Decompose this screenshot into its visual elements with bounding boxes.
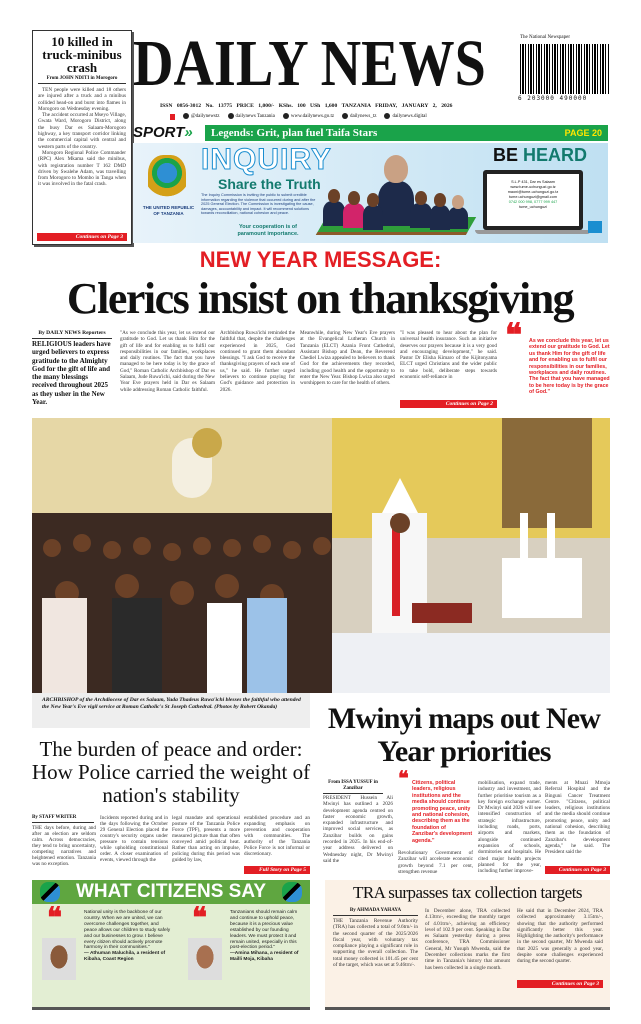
lead-lede: RELIGIOUS leaders have urged believers to express gratitude to the Almighty God for the gift of life and the many blessings received throughout 2025 as they usher in the New Year.: [32, 340, 111, 407]
social-instagram[interactable]: dailynews_tz: [342, 113, 376, 120]
ad-body: The Inquiry Commission is inviting the public to submit credible information regarding the violence that occurred during and after the 2025 General Election. The Commission is investigating the cause, damages, accountability and impact. It will recommend solutions towards reconciliation, national cohesion and peace.: [201, 193, 316, 216]
sport-label: SPORT»: [133, 124, 193, 141]
masthead-logo: DAILY NEWS: [133, 27, 486, 100]
police-byline: By STAFF WRITER: [32, 815, 94, 823]
mwinyi-headline[interactable]: Mwinyi maps out New Year priorities: [327, 702, 601, 768]
globe-icon: [283, 113, 289, 119]
x-icon: [183, 113, 189, 119]
tra-column: He said that in December 2024, TRA collected approximately 3.15trn/-, showing that the authority performed significantly better this year. Highlighting the authority's performance in the second quarter, Mr Mwenda said that 2025 was generally a good year, despite some challenges experienced during the second quarter.: [517, 908, 603, 965]
avatar-athuman: [42, 938, 76, 980]
tra-continue-link[interactable]: Continues on Page 3: [517, 980, 603, 988]
logo-icon: [588, 221, 602, 233]
sidebar-byline: From JOHN NDITI in Morogoro: [38, 76, 126, 84]
tra-headline[interactable]: TRA surpasses tax collection targets: [352, 883, 583, 902]
lead-kicker: NEW YEAR MESSAGE:: [199, 247, 442, 272]
tanzania-map-icon: [40, 882, 60, 902]
mwinyi-column: ments at Mnazi Mmoja Referral Hospital and the Binguni Cancer Treatment Centre. "Citizens, political leaders, religious institutions and the media should continue promoting peace, unity and national cohesion, describing them as the foundation of Zanzibar's development agenda," he said. The President said the: [545, 780, 610, 856]
ad-subtitle: Share the Truth: [218, 176, 321, 192]
mwinyi-continue-link[interactable]: Continues on Page 3: [545, 866, 610, 874]
police-column: established procedure and an expanding emphasis on prevention and cooperation with communities. The authority of the Tanzania Police Force is not informal or discretionary.: [244, 815, 310, 857]
instagram-icon: [342, 113, 348, 119]
ad-be-heard: BE HEARD: [493, 145, 588, 165]
citizens-box: [32, 880, 310, 1010]
lead-pull-quote: ❝ As we conclude this year, let us extend our gratitude to God. Let us thank Him for the gift of life and for enabling us to fulfil our responsibilities in our families, workplaces and daily routines. The fact that you have managed to be here today is by the grace of God.": [505, 317, 610, 396]
sidebar-paragraph: The accident occurred at Mseyo Village, Gwata Ward, Morogoro District, along the busy Dar es Salaam-Morogoro highway, a key transport corridor linking the commercial capital with central and western parts of the country.: [38, 112, 126, 150]
ad-title: INQUIRY: [201, 143, 332, 176]
lead-byline: By DAILY NEWS Reporters: [32, 330, 112, 339]
quote-icon: ❝: [505, 317, 523, 353]
mwinyi-column: Revolutionary Government of Zanzibar will accelerate economic growth beyond 7.1 per cent, strengthen revenue: [398, 850, 473, 875]
commission-members-photo: [318, 153, 468, 233]
mwinyi-pull-quote: ❝ Citizens, political leaders, religious institutions and the media should continue promoting peace, unity and national cohesion, describing them as the foundation of Zanzibar's development agenda.": [398, 768, 473, 844]
lead-headline[interactable]: Clerics insist on thanksgiving: [66, 274, 574, 323]
cathedral-photo: [32, 418, 610, 693]
police-column: THE days before, during and after an election are seldom calm. Across democracies, they tend to bring uncertainty, competing narratives and heightened emotion. Tanzania was no exception.: [32, 825, 96, 867]
ad-republic: THE UNITED REPUBLIC OF TANZANIA: [142, 205, 195, 216]
sidebar-story: [32, 30, 132, 245]
flag-icon: [170, 114, 175, 120]
mwinyi-byline: From ISSA YUSSUF in Zanzibar: [323, 780, 383, 794]
photo-caption: ARCHBISHOP of the Archdiocese of Dar es Salaam, Yuda Thadeus Ruwa'ichi blesses the faithful who attended the New Year's Eve vigil service at Roman Catholic's St Joseph Cathedral. (Photos by Robert Okanda): [42, 697, 301, 710]
citizen-quote: Tanzanians should remain calm and continue to uphold peace, because it is a precious value established by our founding leaders. We must protect it and remain united, especially in this post-election period." —Amina Mihana, a resident of Mailli Moja, Kibaha: [230, 910, 299, 963]
tra-column: In December alone, TRA collected 4.13trn/-, exceeding the monthly target of 4.01trn/-, achieving an efficiency level of 102.9 per cent. Speaking in Dar es Salaam yesterday during a press conference, TRA Commissioner General, Mr Yusuph Mwenda, said the December collections marks the first time in Tanzania's history that amount has been collected in a single month.: [425, 908, 510, 971]
citizen-quote: National unity is the backbone of our country. When we are united, we can overcome challenges together, and peace allows our children to study safely and our businesses to grow. I believe every citizen should actively promote harmony in their communities." — Athuman Maluchila, a resident of Kibaha, Coast Region: [84, 910, 171, 963]
sidebar-headline: 10 killed in truck-minibus crash: [42, 34, 122, 75]
quote-icon: ❝: [398, 768, 409, 790]
barcode: [520, 44, 610, 94]
laptop-contact-graphic: S.L.P 431, Dar es Salaam www.tume-uchunguzi.go.tz maoni@tume-uchunguzi.go.tz tume.uchunguzi@gmail.com 0742 000 998, 0777 999 447 tume_uchunguzi: [483, 170, 583, 230]
police-column: legal mandate and operational posture of the Tanzania Police Force (TPF), presents a more measured picture than that often conveyed amid political heat. Rather than acting on impulse, policing during this period was guided by law,: [172, 815, 240, 863]
sport-page: PAGE 20: [564, 128, 602, 138]
coat-of-arms-icon: [148, 155, 186, 200]
sport-headline: Legends: Grit, plan fuel Taifa Stars: [211, 127, 378, 139]
chevron-right-icon: »: [184, 124, 193, 141]
cathedral-scene: [32, 418, 610, 693]
tra-column: THE Tanzania Revenue Authority (TRA) has collected a total of 9.6trn/- in the second quarter of the 2025/2026 fiscal year, with voluntary tax compliance playing a significant role in supporting the overall collection. The total money collected is 101.45 per cent of the target, which was set at 9.46trn/-.: [333, 918, 418, 969]
lead-column: Archbishop Ruwa'ichi reminded the faithful that, despite the challenges experienced in 2025, God continued to grant them abundant blessings. "I ask God to receive the thanksgiving prayers of each one of us," he said. He further urged believers to continue praying for God's guidance and protection in 2026.: [220, 330, 295, 393]
barcode-number: 6 203000 490000: [518, 95, 588, 102]
social-links: [170, 113, 427, 120]
ad-cooperation: Your cooperation is of paramount importance.: [237, 224, 299, 237]
laptop-base: [475, 230, 591, 234]
police-continue-link[interactable]: Full Story on Page 5: [244, 866, 310, 874]
citizens-title: WHAT CITIZENS SAY: [32, 880, 310, 904]
lead-continue-link[interactable]: Continues on Page 2: [400, 400, 497, 408]
quote-icon: ❝: [47, 903, 63, 934]
facebook-icon: [228, 113, 234, 119]
police-headline[interactable]: The burden of peace and order: How Police carried the weight of nation's stability: [31, 737, 311, 807]
social-website[interactable]: www.dailynews.go.tz: [283, 113, 334, 120]
sidebar-paragraph: Morogoro Regional Police Commander (RPC) Alex Mkama said the minibus, with registration number T 162 DMD driven by Swalehe Adam, was travelling from Morogoro to Mombo in Tanga when it was involved in the fatal crash.: [38, 149, 126, 188]
issue-info: ISSN 0856-3012 No. 13775 PRICE 1,000/- KShs. 100 USh 1,600 TANZANIA FRIDAY, JANUARY 2, 2026: [160, 103, 453, 109]
threads-icon: [384, 113, 390, 119]
lead-column: Meanwhile, during New Year's Eve prayers at the Evangelical Lutheran Church in Tanzania (ELCT) Azania Front Cathedral, Assistant Bishop and Dean, the Reverend Chediel Lwiza appealed to believers to thank God for the achievements they recorded, including good health and the opportunity to enter the New Year. Bishop Lwiza also urged worshippers to care for the health of others.: [300, 330, 395, 387]
mwinyi-column: mobilisation, expand trade, industry and investment, and further prioritise tourism as a key foreign exchange earner. Dr Mwinyi said 2026 will see intensified construction of strategic infrastructure, including roads, ports, airports and markets, alongside continued expansion of schools, dormitories and hospitals. He cited major health projects planned for the year, including further improve-: [478, 780, 541, 875]
sidebar-paragraph: TEN people were killed and 18 others are injured after a truck and a minibus collided head-on and burst into flames in Morogoro on Wednesday evening.: [38, 87, 126, 112]
lead-column: "I was pleased to hear about the plan for universal health insurance. Such an initiative deserves our prayers because it is a very good and encouraging development," he said. Pastor Dr Elisha Kimaro of the Kijitonyama ELCT urged Christians and the wider public to take bold, deliberate steps towards economic self-reliance in: [400, 330, 497, 381]
tra-story: [325, 880, 610, 1010]
avatar-amina: [188, 938, 222, 980]
tra-byline: By AHMADA YAHAYA: [333, 908, 418, 916]
tagline: The National Newspaper: [520, 35, 570, 40]
social-x[interactable]: @dailynewstz: [183, 113, 220, 120]
sport-teaser[interactable]: [205, 125, 608, 141]
social-facebook[interactable]: dailynews Tanzania: [228, 113, 275, 120]
tanzania-map-icon: [282, 882, 302, 902]
police-column: Incidents reported during and in the days following the October 29 General Election placed the country's security organs under pressure to contain tensions while upholding constitutional order. A closer examination of events, viewed through the: [100, 815, 168, 863]
inquiry-advert: [133, 143, 608, 243]
quote-icon: ❝: [192, 903, 208, 934]
mwinyi-column: PRESIDENT Hussein Ali Mwinyi has outlined a 2026 development agenda centred on faster economic growth, expanded infrastructure and improved social services, as Zanzibar builds on gains recorded in 2025. In his end-of-year address delivered on Wednesday night, Dr Mwinyi said the: [323, 795, 393, 864]
sidebar-continue-link[interactable]: Continues on Page 3: [37, 233, 127, 241]
social-threads[interactable]: dailynews.digital: [384, 113, 426, 120]
lead-column: "As we conclude this year, let us extend our gratitude to God. Let us thank Him for the gift of life and for enabling us to fulfil our responsibilities in our families, workplaces and daily routines. The fact that you have managed to be here today is by the grace of God," Roman Catholic Archbishop of Dar es Salaam, Jude Ruwa'ichi, said during the New Year Eve prayers held in Dar es Salaam while addressing Roman Catholic faithful.: [120, 330, 215, 393]
